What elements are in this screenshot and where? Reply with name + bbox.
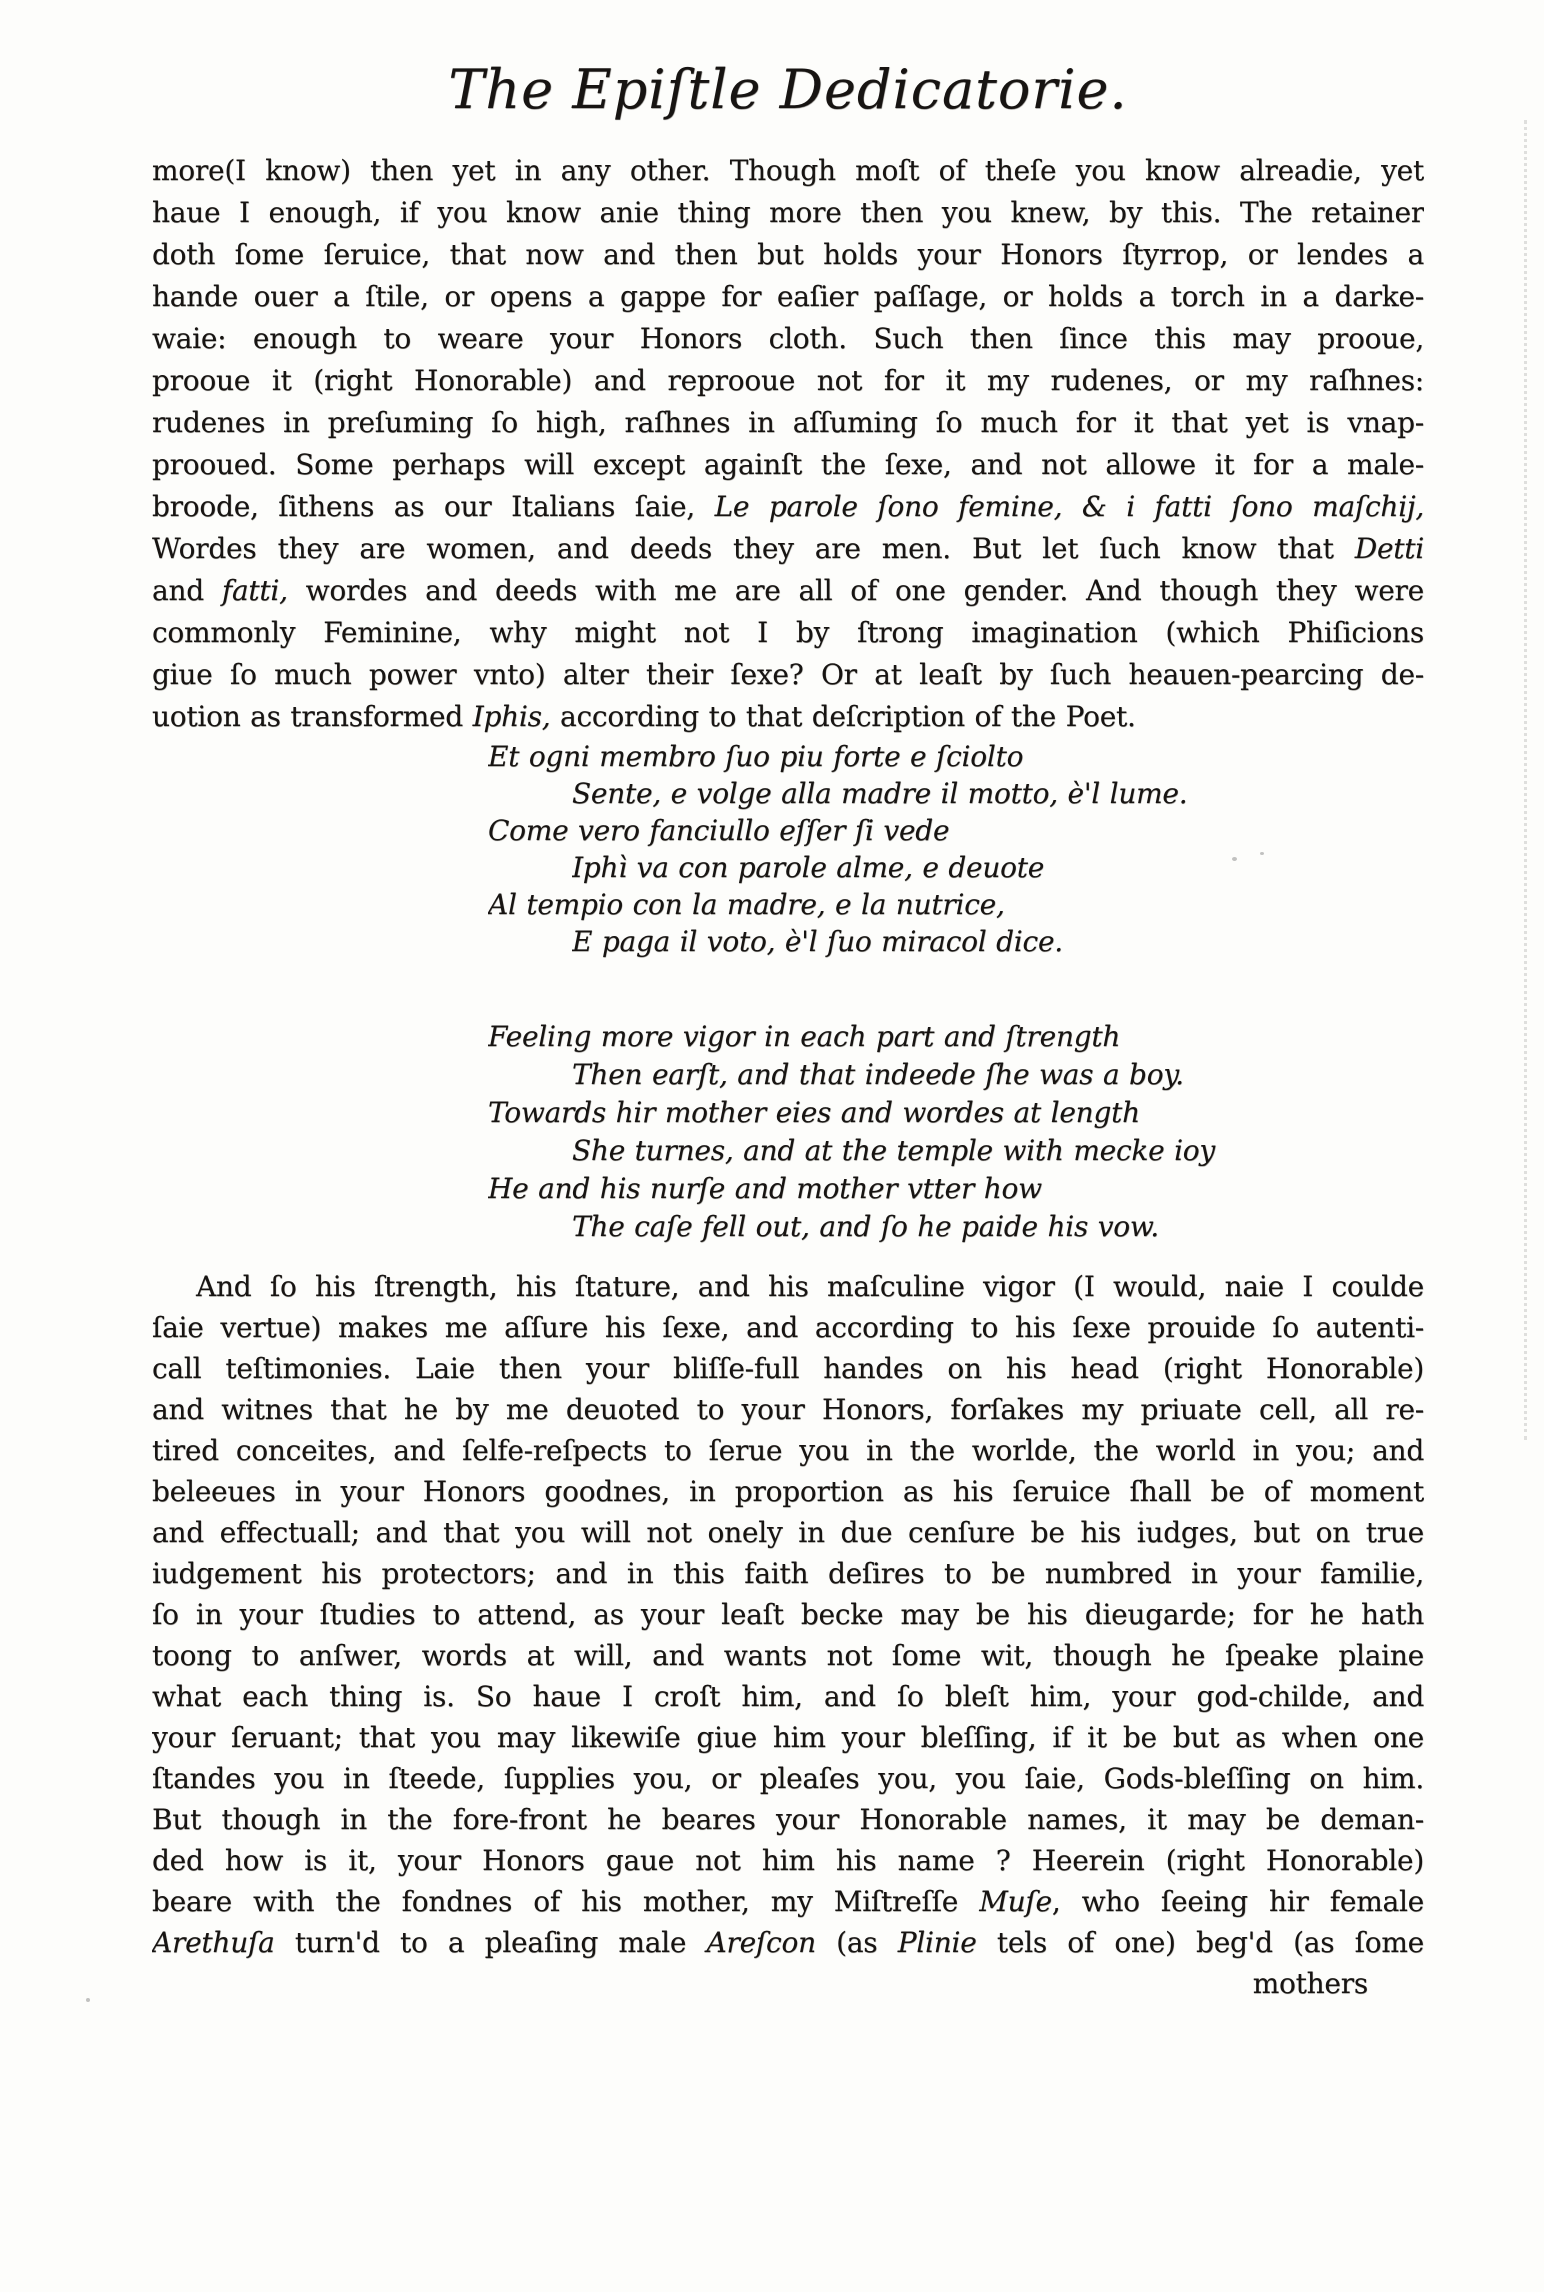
text-line: uotion as transformed Iphis, according to that deſcription of the Poet. [152,700,1136,733]
text-line: ded how is it, your Honors gaue not him his name ? Heerein (right Honorable) [152,1844,1424,1877]
italic-phrase: Iphis, [472,700,551,733]
text-line: toong to anſwer, words at will, and wants not ſome wit, though he ſpeake plaine [152,1639,1424,1672]
text-line: and witnes that he by me deuoted to your Honors, forſakes my priuate cell, all re- [152,1393,1424,1426]
text-line: But though in the fore-front he beares your Honorable names, it may be deman- [152,1803,1424,1836]
text-line: Wordes they are women, and deeds they are men. But let ſuch know that Detti [152,532,1424,565]
italic-phrase: Muſe [979,1885,1052,1918]
text-line: broode, ſithens as our Italians ſaie, Le parole ſono femine, & i fatti ſono maſchij, [152,490,1424,523]
text-line: E paga il voto, è'l ſuo miracol dice. [572,925,1063,958]
catchword: mothers [1252,1967,1368,2000]
scan-edge-artifact [1524,120,1527,1440]
text-line: beare with the fondnes of his mother, my Miſtreſſe Muſe, who ſeeing hir female [152,1885,1424,1918]
paragraph-1 [152,150,1424,738]
text-line: ſtandes you in ſteede, ſupplies you, or pleaſes you, you ſaie, Gods-bleſſing on him. [152,1762,1424,1795]
text-line: The caſe fell out, and ſo he paide his vow. [572,1210,1159,1243]
italic-phrase: Plinie [897,1926,977,1959]
text-line: Iphì va con parole alme, e deuote [572,851,1045,884]
text-line: prooued. Some perhaps will except againſt the ſexe, and not allowe it for a male- [152,448,1424,481]
text-line: She turnes, and at the temple with mecke ioy [572,1134,1215,1167]
text-line: Come vero fanciullo eſſer ſi vede [488,814,950,847]
text-line: haue I enough, if you know anie thing more then you knew, by this. The retainer [152,196,1424,229]
text-line: ſaie vertue) makes me aſſure his ſexe, and according to his ſexe prouide ſo autenti- [152,1311,1424,1344]
italian-verse-quote [152,738,1424,960]
text-line: giue ſo much power vnto) alter their ſexe? Or at leaſt by ſuch heauen-pearcing de- [152,658,1424,691]
text-line: rudenes in preſuming ſo high, raſhnes in aſſuming ſo much for it that yet is vnap- [152,406,1424,439]
text-line: hande ouer a ſtile, or opens a gappe for eaſier paſſage, or holds a torch in a darke- [152,280,1424,313]
text-line: iudgement his protectors; and in this faith deſires to be numbred in your familie, [152,1557,1424,1590]
text-line: doth ſome ſeruice, that now and then but holds your Honors ſtyrrop, or lendes a [152,238,1424,271]
epistle-text-block [152,150,1424,2005]
text-line: prooue it (right Honorable) and reprooue not for it my rudenes, or my raſhnes: [152,364,1424,397]
scan-speck [86,1998,90,2002]
text-line: commonly Feminine, why might not I by ſtrong imagination (which Phiſicions [152,616,1424,649]
text-line: Al tempio con la madre, e la nutrice, [488,888,1005,921]
text-line: ſo in your ſtudies to attend, as your leaſt becke may be his dieugarde; for he hath [152,1598,1424,1631]
text-line: beleeues in your Honors goodnes, in proportion as his ſeruice ſhall be of moment [152,1475,1424,1508]
italic-phrase: Arethuſa [152,1926,275,1959]
text-line: Then earſt, and that indeede ſhe was a boy. [572,1058,1184,1091]
text-line: Towards hir mother eies and wordes at length [488,1096,1140,1129]
text-line: Sente, e volge alla madre il motto, è'l lume. [572,777,1188,810]
text-line: And ſo his ſtrength, his ſtature, and his maſculine vigor (I would, naie I coulde [196,1270,1424,1303]
text-line: Et ogni membro ſuo piu forte e ſciolto [488,740,1024,773]
text-line: Arethuſa turn'd to a pleaſing male Areſcon (as Plinie tels of one) beg'd (as ſome [152,1926,1424,1959]
text-line: and effectuall; and that you will not onely in due cenſure be his iudges, but on true [152,1516,1424,1549]
italic-phrase: Areſcon [706,1926,816,1959]
english-verse-translation [152,1018,1424,1246]
text-line: He and his nurſe and mother vtter how [488,1172,1042,1205]
text-line: and fatti, wordes and deeds with me are all of one gender. And though they were [152,574,1424,607]
text-line: Feeling more vigor in each part and ſtrength [488,1020,1121,1053]
text-line: more(I know) then yet in any other. Though moſt of theſe you know alreadie, yet [152,154,1424,187]
text-line: waie: enough to weare your Honors cloth. Such then ſince this may prooue, [152,322,1424,355]
text-line: tired conceites, and ſelfe-reſpects to ſerue you in the worlde, the world in you; and [152,1434,1424,1467]
italic-phrase: Le parole ſono femine, & i fatti ſono maſchij, [714,490,1424,523]
text-line: your ſeruant; that you may likewiſe giue him your bleſſing, if it be but as when one [152,1721,1424,1754]
italic-phrase: Detti [1354,532,1424,565]
italic-phrase: fatti, [221,574,288,607]
text-line: call teſtimonies. Laie then your bliſſe-full handes on his head (right Honorable) [152,1352,1424,1385]
paragraph-2 [152,1266,1424,1963]
text-line: what each thing is. So haue I croſt him, and ſo bleſt him, your god-childe, and [152,1680,1424,1713]
running-title: The Epiſtle Dedicatorie. [448,58,1128,121]
